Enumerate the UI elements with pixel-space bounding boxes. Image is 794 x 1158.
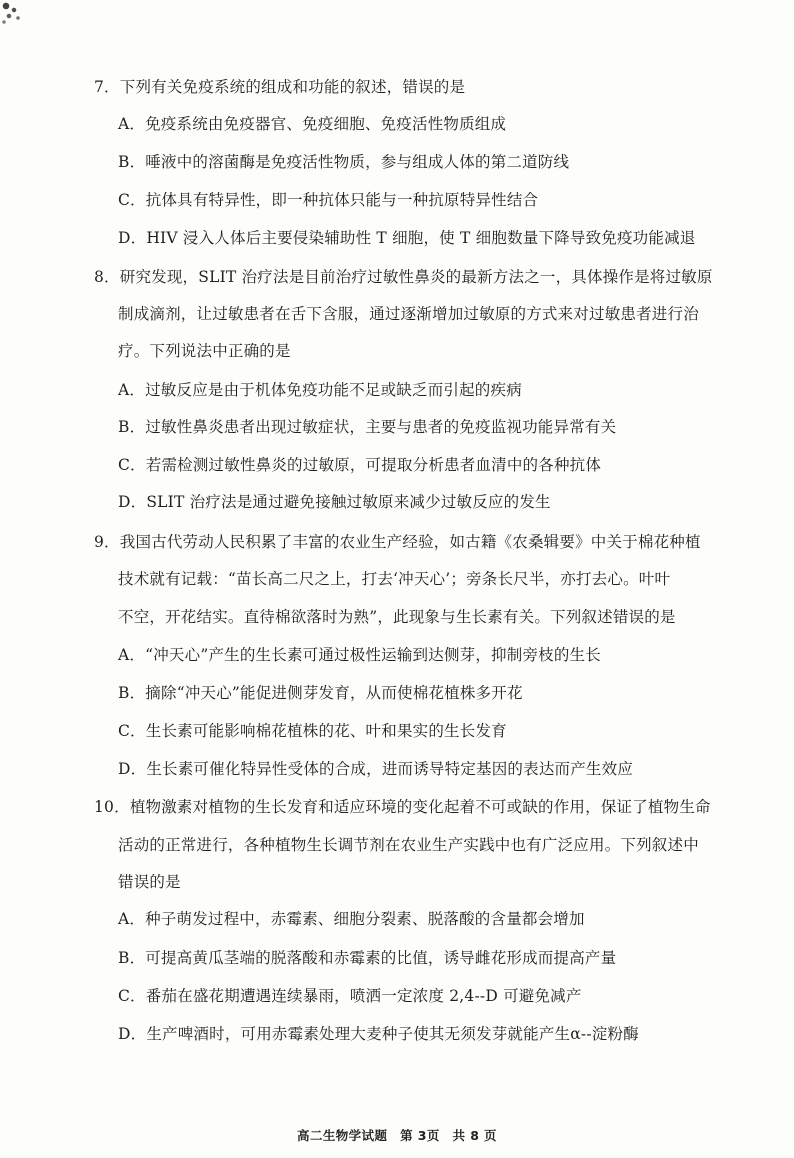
question-8-stem: 8．研究发现，SLIT 治疗法是目前治疗过敏性鼻炎的最新方法之一，具体操作是将过敏原 <box>94 268 713 286</box>
footer-total-pages: 共 8 页 <box>452 1128 497 1143</box>
question-10-option-a: A．种子萌发过程中，赤霉素、细胞分裂素、脱落酸的含量都会增加 <box>118 910 585 928</box>
question-7-option-c: C．抗体具有特异性，即一种抗体只能与一种抗原特异性结合 <box>118 191 539 209</box>
question-9-option-b: B．摘除“冲天心”能促进侧芽发育，从而使棉花植株多开花 <box>118 684 523 702</box>
question-8-option-b: B．过敏性鼻炎患者出现过敏症状，主要与患者的免疫监视功能异常有关 <box>118 418 617 436</box>
question-8-stem-line-2: 制成滴剂，让过敏患者在舌下含服，通过逐渐增加过敏原的方式来对过敏患者进行治 <box>118 305 699 323</box>
page-footer <box>0 1126 794 1144</box>
question-9-option-c: C．生长素可能影响棉花植株的花、叶和果实的生长发育 <box>118 722 507 740</box>
question-10-stem: 10．植物激素对植物的生长发育和适应环境的变化起着不可或缺的作用，保证了植物生命 <box>94 798 711 816</box>
question-9-stem-line-3: 不空，开花结实。直待棉欲落时为熟”，此现象与生长素有关。下列叙述错误的是 <box>118 608 676 626</box>
question-7-option-a: A．免疫系统由免疫器官、免疫细胞、免疫活性物质组成 <box>118 115 507 133</box>
question-8-option-d: D．SLIT 治疗法是通过避免接触过敏原来减少过敏反应的发生 <box>118 493 551 511</box>
question-7-stem: 7．下列有关免疫系统的组成和功能的叙述，错误的是 <box>94 78 466 96</box>
question-8-stem-line-3: 疗。下列说法中正确的是 <box>118 342 291 360</box>
question-10-stem-line-3: 错误的是 <box>118 873 181 891</box>
question-8-option-c: C．若需检测过敏性鼻炎的过敏原，可提取分析患者血清中的各种抗体 <box>118 456 602 474</box>
question-9-stem: 9．我国古代劳动人民积累了丰富的农业生产经验，如古籍《农桑辑要》中关于棉花种植 <box>94 533 701 551</box>
question-7-option-d: D．HIV 浸入人体后主要侵染辅助性 T 细胞，使 T 细胞数量下降导致免疫功能减退 <box>118 229 696 247</box>
question-9-option-d: D．生长素可催化特异性受体的合成，进而诱导特定基因的表达而产生效应 <box>118 760 634 778</box>
footer-exam-title: 高二生物学试题 <box>297 1128 388 1143</box>
question-9-option-a: A．“冲天心”产生的生长素可通过极性运输到达侧芽，抑制旁枝的生长 <box>118 646 601 664</box>
question-10-option-c: C．番茄在盛花期遭遇连续暴雨，喷洒一定浓度 2,4--D 可避免减产 <box>118 987 582 1005</box>
question-10-option-d: D．生产啤酒时，可用赤霉素处理大麦种子使其无须发芽就能产生α--淀粉酶 <box>118 1025 639 1043</box>
question-10-option-b: B．可提高黄瓜茎端的脱落酸和赤霉素的比值，诱导雌花形成而提高产量 <box>118 949 617 967</box>
question-10-stem-line-2: 活动的正常进行，各种植物生长调节剂在农业生产实践中也有广泛应用。下列叙述中 <box>118 836 699 854</box>
question-7-option-b: B．唾液中的溶菌酶是免疫活性物质，参与组成人体的第二道防线 <box>118 153 570 171</box>
question-8-option-a: A．过敏反应是由于机体免疫功能不足或缺乏而引起的疾病 <box>118 381 522 399</box>
footer-page-number: 第 3页 <box>400 1128 440 1143</box>
question-9-stem-line-2: 技术就有记载：“苗长高二尺之上，打去‘冲天心’；旁条长尺半，亦打去心。叶叶 <box>118 570 671 588</box>
